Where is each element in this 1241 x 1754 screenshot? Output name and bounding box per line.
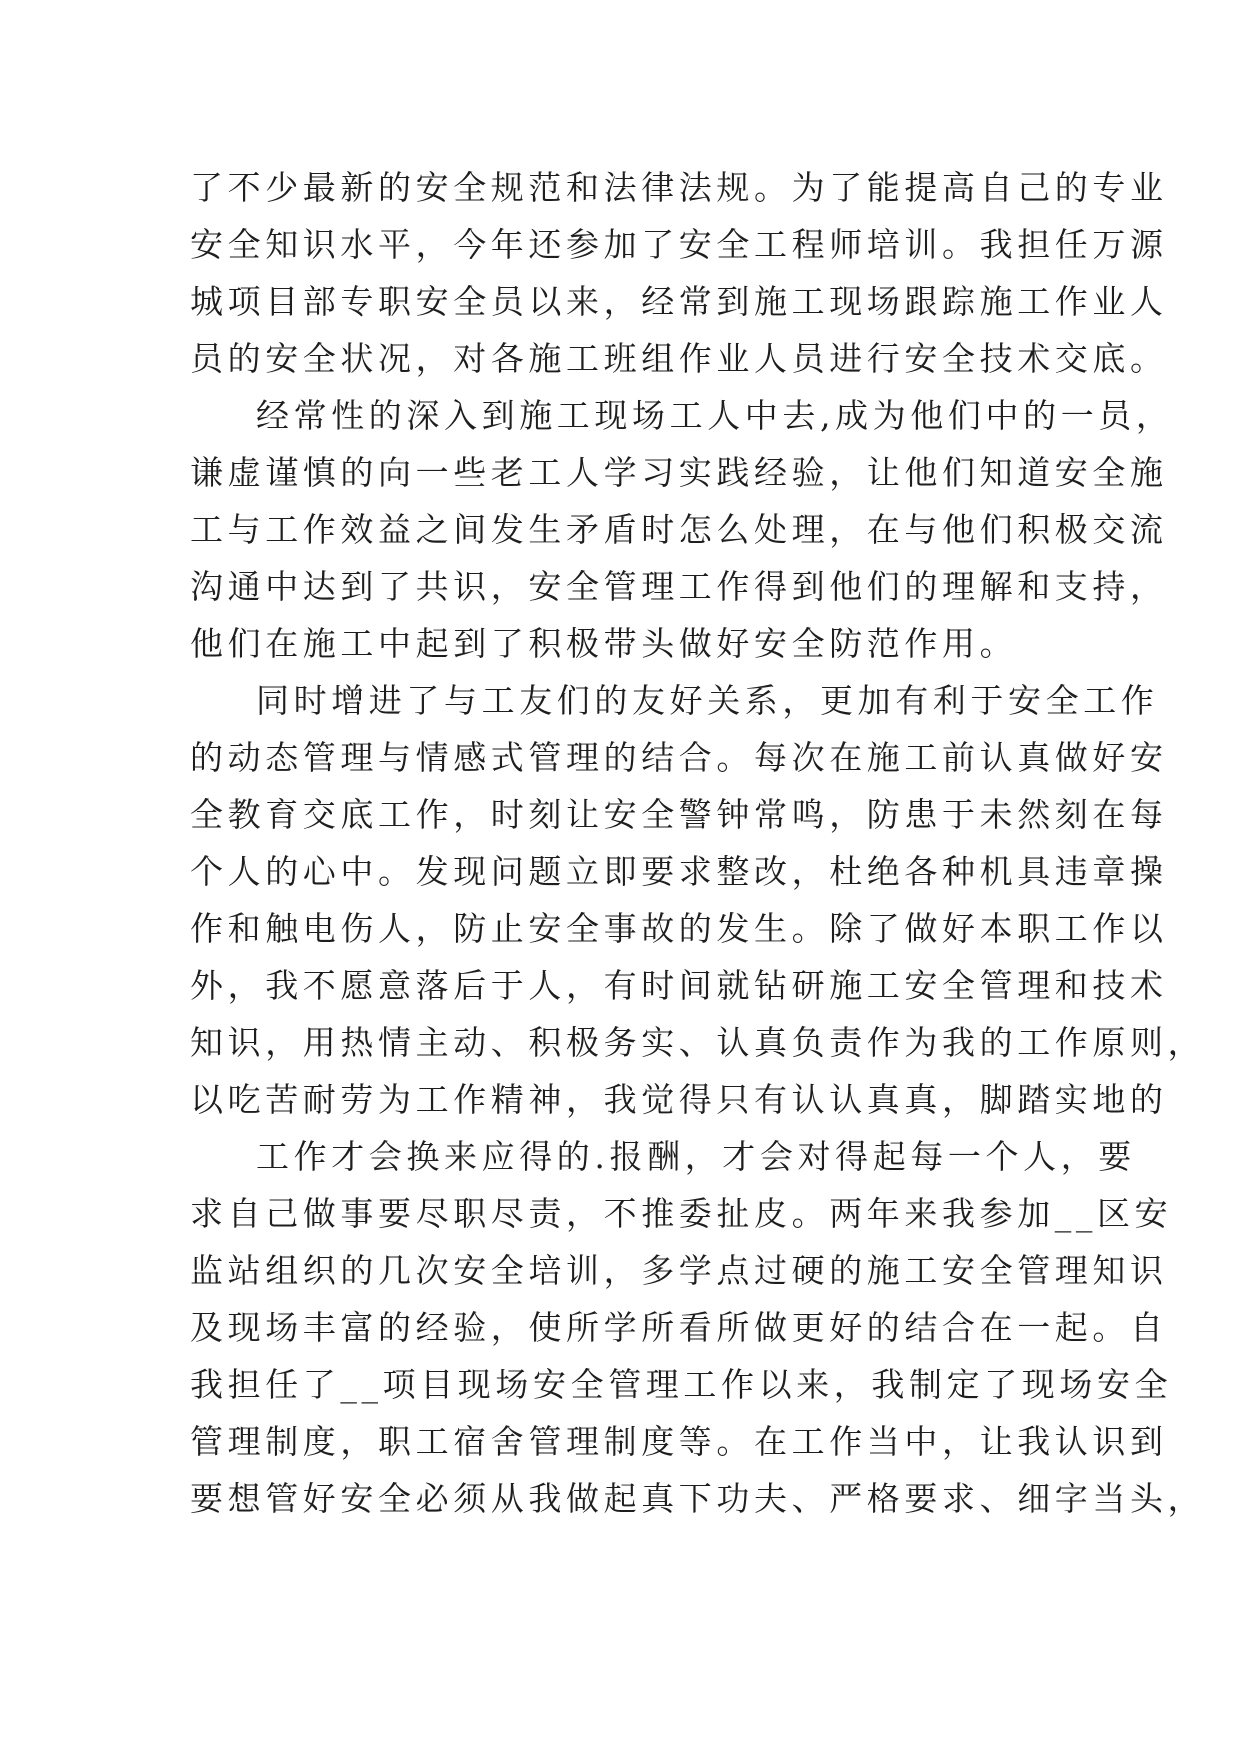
text-line: 的动态管理与情感式管理的结合。每次在施工前认真做好安 [190, 738, 1168, 777]
text-line: 知识，用热情主动、积极务实、认真负责作为我的工作原则， [190, 1023, 1206, 1062]
text-line: 及现场丰富的经验，使所学所看所做更好的结合在一起。自 [190, 1308, 1168, 1347]
text-line: 全教育交底工作，时刻让安全警钟常鸣，防患于未然刻在每 [190, 795, 1168, 834]
paragraph-first-line: 同时增进了与工友们的友好关系，更加有利于安全工作 [256, 681, 1159, 720]
text-line: 要想管好安全必须从我做起真下功夫、严格要求、细字当头， [190, 1479, 1206, 1518]
text-line: 监站组织的几次安全培训，多学点过硬的施工安全管理知识 [190, 1251, 1168, 1290]
text-line: 安全知识水平，今年还参加了安全工程师培训。我担任万源 [190, 225, 1168, 264]
text-line: 个人的心中。发现问题立即要求整改，杜绝各种机具违章操 [190, 852, 1168, 891]
text-line: 沟通中达到了共识，安全管理工作得到他们的理解和支持， [190, 567, 1168, 606]
paragraph-first-line: 工作才会换来应得的.报酬，才会对得起每一个人，要 [256, 1137, 1136, 1176]
text-line: 以吃苦耐劳为工作精神，我觉得只有认认真真，脚踏实地的 [190, 1080, 1168, 1119]
text-line: 员的安全状况，对各施工班组作业人员进行安全技术交底。 [190, 339, 1168, 378]
paragraph-first-line: 经常性的深入到施工现场工人中去,成为他们中的一员， [256, 396, 1174, 435]
text-line: 他们在施工中起到了积极带头做好安全防范作用。 [190, 624, 1018, 663]
text-line: 城项目部专职安全员以来，经常到施工现场跟踪施工作业人 [190, 282, 1168, 321]
text-line: 作和触电伤人，防止安全事故的发生。除了做好本职工作以 [190, 909, 1168, 948]
text-line: 外，我不愿意落后于人，有时间就钻研施工安全管理和技术 [190, 966, 1168, 1005]
text-line: 我担任了__项目现场安全管理工作以来，我制定了现场安全 [190, 1365, 1173, 1404]
text-line: 谦虚谨慎的向一些老工人学习实践经验，让他们知道安全施 [190, 453, 1168, 492]
text-line: 管理制度，职工宿舍管理制度等。在工作当中，让我认识到 [190, 1422, 1168, 1461]
text-line: 求自己做事要尽职尽责，不推委扯皮。两年来我参加__区安 [190, 1194, 1173, 1233]
text-line: 了不少最新的安全规范和法律法规。为了能提高自己的专业 [190, 168, 1168, 207]
text-line: 工与工作效益之间发生矛盾时怎么处理，在与他们积极交流 [190, 510, 1168, 549]
